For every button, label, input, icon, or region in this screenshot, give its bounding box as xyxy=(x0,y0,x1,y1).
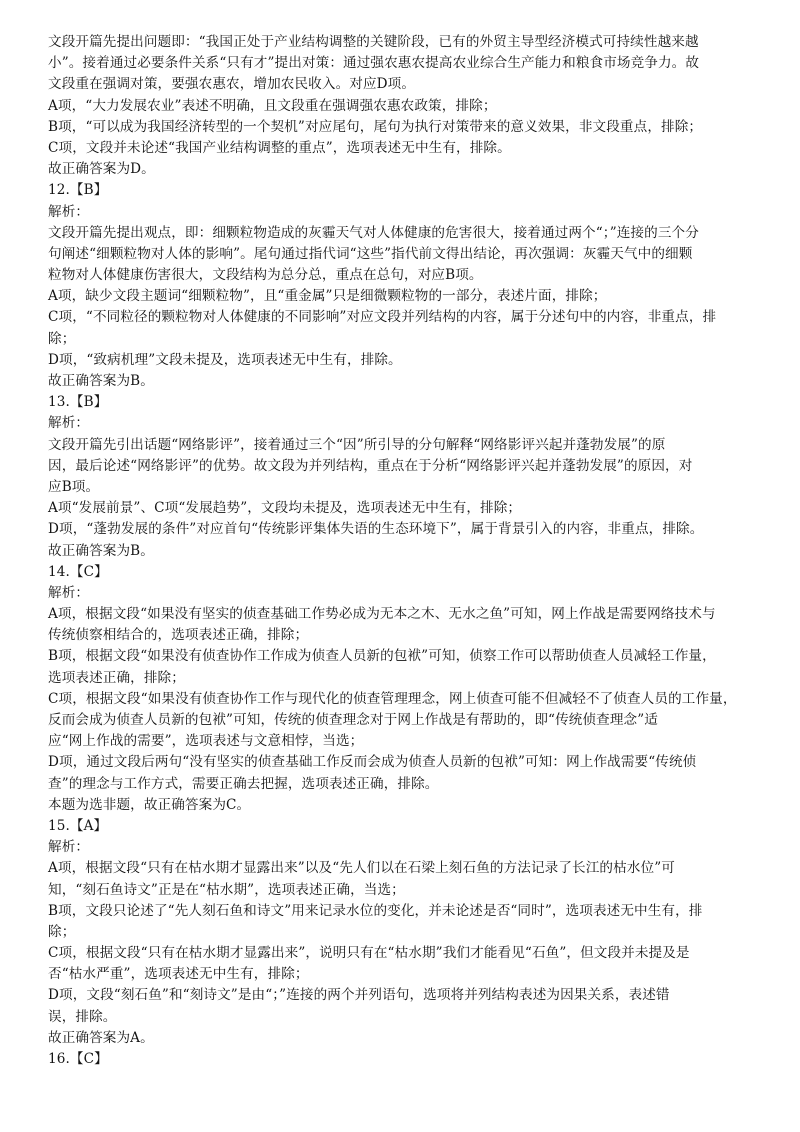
text-line: 本题为选非题，故正确答案为C。 xyxy=(48,796,251,813)
text-line: 故正确答案为B。 xyxy=(48,542,154,559)
question-number-heading: 16.【C】 xyxy=(48,1051,108,1067)
text-line: 小”。接着通过必要条件关系“只有才”提出对策：通过强农惠农提高农业综合生产能力和粮食市场竞争力。故 xyxy=(48,55,700,72)
text-line: 文段开篇先引出话题“网络影评”，接着通过三个“因”所引导的分句解释“网络影评兴起并蓬勃发展”的原 xyxy=(48,436,666,453)
text-line: 句阐述“细颗粒物对人体的影响”。尾句通过指代词“这些”指代前文得出结论，再次强调：灰霾天气中的细颗 xyxy=(48,245,693,262)
text-line: A项，根据文段“如果没有坚实的侦查基础工作势必成为无本之木、无水之鱼”可知，网上作战是需要网络技术与 xyxy=(48,606,716,623)
text-line: 知，“刻石鱼诗文”正是在“枯水期”，选项表述正确，当选； xyxy=(48,881,405,898)
text-line: 粒物对人体健康伤害很大，文段结构为总分总，重点在总句，对应B项。 xyxy=(48,267,483,284)
text-line: 因，最后论述“网络影评”的优势。故文段为并列结构，重点在于分析“网络影评兴起并蓬勃发展”的原因，对 xyxy=(48,457,693,474)
question-number-heading: 13.【B】 xyxy=(48,394,108,411)
analysis-label: 解析： xyxy=(48,584,90,601)
analysis-label: 解析： xyxy=(48,415,90,432)
text-line: C项，“不同粒径的颗粒物对人体健康的不同影响”对应文段并列结构的内容，属于分述句中的内容，非重点，排 xyxy=(48,309,717,326)
text-line: 传统侦察相结合的，选项表述正确，排除； xyxy=(48,627,309,644)
text-line: C项，根据文段“如果没有侦查协作工作与现代化的侦查管理理念，网上侦查可能不但减轻不了侦查人员的工作量， xyxy=(48,690,737,707)
text-line: 否“枯水严重”，选项表述无中生有，排除； xyxy=(48,966,309,983)
text-line: A项，根据文段“只有在枯水期才显露出来”以及“先人们以在石梁上刻石鱼的方法记录了长江的枯水位”可 xyxy=(48,860,675,877)
question-number-heading: 12.【B】 xyxy=(48,182,108,199)
text-line: C项，根据文段“只有在枯水期才显露出来”，说明只有在“枯水期”我们才能看见“石鱼”，但文段并未提及是 xyxy=(48,945,690,962)
text-line: D项，“致病机理”文段未提及，选项表述无中生有，排除。 xyxy=(48,351,402,368)
text-line: 除； xyxy=(48,330,76,347)
text-line: 查”的理念与工作方式，需要正确去把握，选项表述正确，排除。 xyxy=(48,775,439,792)
answer-explanation-document xyxy=(48,32,760,1070)
text-line: D项，文段“刻石鱼”和“刻诗文”是由“；”连接的两个并列语句，选项将并列结构表述为因果关系，表述错 xyxy=(48,987,670,1004)
text-line: 文段重在强调对策，要强农惠农，增加农民收入。对应D项。 xyxy=(48,76,416,93)
text-line: A项“发展前景”、C项“发展趋势”，文段均未提及，选项表述无中生有，排除； xyxy=(48,500,522,517)
question-number-heading: 15.【A】 xyxy=(48,817,108,834)
text-line: 故正确答案为A。 xyxy=(48,1029,154,1046)
text-line: B项，根据文段“如果没有侦查协作工作成为侦查人员新的包袱”可知，侦察工作可以帮助侦查人员减轻工作量， xyxy=(48,648,716,665)
text-line: C项，文段并未论述“我国产业结构调整的重点”，选项表述无中生有，排除。 xyxy=(48,139,511,156)
text-line: A项，“大力发展农业”表述不明确，且文段重在强调强农惠农政策，排除； xyxy=(48,97,497,114)
text-line: 反而会成为侦查人员新的包袱”可知，传统的侦查理念对于网上作战是有帮助的，即“传统侦查理念”适 xyxy=(48,712,658,728)
text-line: B项，“可以成为我国经济转型的一个契机”对应尾句，尾句为执行对策带来的意义效果，非文段重点，排除； xyxy=(48,118,703,135)
text-line: 文段开篇先提出问题即：“我国正处于产业结构调整的关键阶段，已有的外贸主导型经济模式可持续性越来越 xyxy=(48,34,699,50)
text-line: D项，通过文段后两句“没有坚实的侦查基础工作反而会成为侦查人员新的包袱”可知：网上作战需要“传统侦 xyxy=(48,754,697,771)
analysis-label: 解析： xyxy=(48,839,90,856)
text-line: B项，文段只论述了“先人刻石鱼和诗文”用来记录水位的变化，并未论述是否“同时”，选项表述无中生有，排 xyxy=(48,902,703,919)
text-line: D项，“蓬勃发展的条件”对应首句“传统影评集体失语的生态环境下”，属于背景引入的内容，非重点，排除。 xyxy=(48,521,704,538)
text-line: 故正确答案为B。 xyxy=(48,373,154,389)
text-line: 文段开篇先提出观点，即：细颗粒物造成的灰霾天气对人体健康的危害很大，接着通过两个“；”连接的三个分 xyxy=(48,224,699,241)
question-number-heading: 14.【C】 xyxy=(48,563,108,580)
text-line: 选项表述正确，排除； xyxy=(48,669,185,686)
text-line: 误，排除。 xyxy=(48,1008,117,1025)
text-line: 应“网上作战的需要”，选项表述与文意相悖，当选； xyxy=(48,733,364,750)
text-line: 故正确答案为D。 xyxy=(48,161,155,178)
text-line: 除； xyxy=(48,923,76,940)
text-line: A项，缺少文段主题词“细颗粒物”，且“重金属”只是细微颗粒物的一部分，表述片面，排除； xyxy=(48,288,607,305)
text-line: 应B项。 xyxy=(48,478,100,495)
analysis-label: 解析： xyxy=(48,203,90,220)
